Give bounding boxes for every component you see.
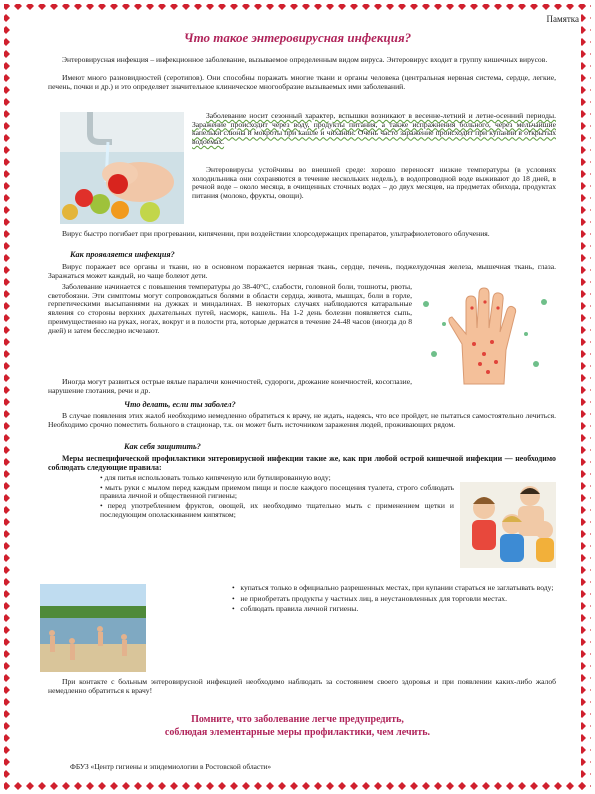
contact-paragraph: При контакте с больным энтеровирусной инфекцией необходимо наблюдать за состоянием своего здоровья и при появлении каких-либо жалоб немедленно обратиться к врачу! — [48, 677, 556, 695]
symptoms-paragraph-3: Иногда могут развиться острые вялые параличи конечностей, судороги, дрожание конечностей, косоглазие, нарушение глотания, речи и др. — [48, 377, 412, 395]
protect-list-2 — [232, 584, 554, 614]
protect-heading: Как себя защитить? — [124, 442, 201, 451]
list-item: • перед употреблением фруктов, овощей, их необходимо тщательно мыть с применением щетки и последующим ополаскиванием кипятком; — [100, 501, 454, 519]
page-title: Что такое энтеровирусная инфекция? — [183, 30, 412, 45]
protect-lead: Меры неспецифической профилактики энтеровирусной инфекции такие же, как при любой острой кишечной инфекции — необходимо соблюдать следующие правила: — [48, 454, 556, 472]
symptoms-heading: Как проявляется инфекция? — [70, 250, 175, 259]
slogan-line-1: Помните, что заболевание легче предупредить, — [191, 714, 404, 725]
symptoms-paragraph-2: Заболевание начинается с повышения температуры до 38-40°С, слабости, головной боли, тошноты, рвоты, светобоязни. Эти симптомы могут сопровождаться болями в области сердца, живота, мышцах, боли в горле, герпетическими высыпаниями на дужках и миндалинах. В некоторых случаях наблюдаются катаральные явления со стороны верхних дыхательных путей, насморк, кашель. На 1-2 день болезни появляется сыпь, преимущественно на руках, ногах, вокруг и в полости рта, которые держатся в течение 24-48 часов (иногда до 8 дней) и затем бесследно исчезают. — [48, 282, 412, 335]
slogan-line-2: соблюдая элементарные меры профилактики, чем лечить. — [164, 727, 431, 738]
intro-paragraph-2: Имеют много разновидностей (серотипов). Они способны поражать многие ткани и органы человека (центральная нервная система, сердце, легкие, печень, почки и др.) и это определяет значительное клиническое многообразие вызываемых ими заболеваний. — [48, 73, 556, 91]
intro-paragraph-3: Заболевание носит сезонный характер, вспышки возникают в весенне-летний и летне-осенний периоды. Заражение происходит через воду, продукты питания, а также испражнения больного, через мельчайшие капельки слюны и мокроты при кашле и чихании. Очень часто заражение происходит при купании в открытых водоемах. — [192, 111, 556, 147]
swimming-beach-photo — [40, 584, 146, 672]
list-item: • для питья использовать только кипяченую или бутилированную воду; — [100, 473, 331, 482]
sick-heading: Что делать, если ты заболел? — [124, 400, 236, 409]
sick-paragraph: В случае появления этих жалоб необходимо немедленно обратиться к врачу, не ждать, надеясь, что все пройдет, не пытаться самостоятельно лечиться. Необходимо срочно поместить больного в стационар, т.к. он может быть источником заражения людей, проживающих рядом. — [48, 411, 556, 429]
intro-paragraph-1: Энтеровирусная инфекция – инфекционное заболевание, вызываемое определенным видом вируса. Энтеровирус входит в группу кишечных вирусов. — [62, 55, 548, 64]
intro-paragraph-5: Вирус быстро погибает при прогревании, кипячении, при воздействии хлорсодержащих препаратов, ультрафиолетового облучения. — [62, 229, 490, 238]
protect-list-1 — [100, 474, 454, 520]
footer-organization: ФБУЗ «Центр гигиены и эпидемиологии в Ростовской области» — [70, 762, 272, 771]
list-item: • не приобретать продукты у частных лиц, в неустановленных для торговли местах. — [232, 593, 508, 603]
list-item: • купаться только в официально разрешенных местах, при купании стараться не заглатывать воду; — [232, 583, 554, 592]
intro-paragraph-4: Энтеровирусы устойчивы во внешней среде: хорошо переносят низкие температуры (в условиях холодильника они сохраняются в течение нескольких недель), в водопроводной воде выживают до 18 дней, в речной воде – около месяца, в очищенных сточных водах – до двух месяцев, на предметах обихода, продуктах питания (молоко, фрукты, овощи). — [192, 165, 556, 201]
washing-fruit-photo — [60, 112, 184, 224]
document-tag: Памятка — [546, 14, 579, 24]
symptoms-paragraph-1: Вирус поражает все органы и ткани, но в основном поражается нервная ткань, сердце, печень, поджелудочная железа, мышечная ткань, глаза. Заражаться может каждый, но чаще болеют дети. — [48, 262, 556, 280]
list-item: • мыть руки с мылом перед каждым приемом пищи и после каждого посещения туалета, строго соблюдать правила личной и общественной гигиены; — [100, 482, 454, 501]
hand-rash-illustration — [414, 284, 556, 388]
children-washing-hands-photo — [460, 482, 556, 568]
slogan — [0, 713, 595, 739]
list-item: • соблюдать правила личной гигиены. — [232, 604, 359, 614]
